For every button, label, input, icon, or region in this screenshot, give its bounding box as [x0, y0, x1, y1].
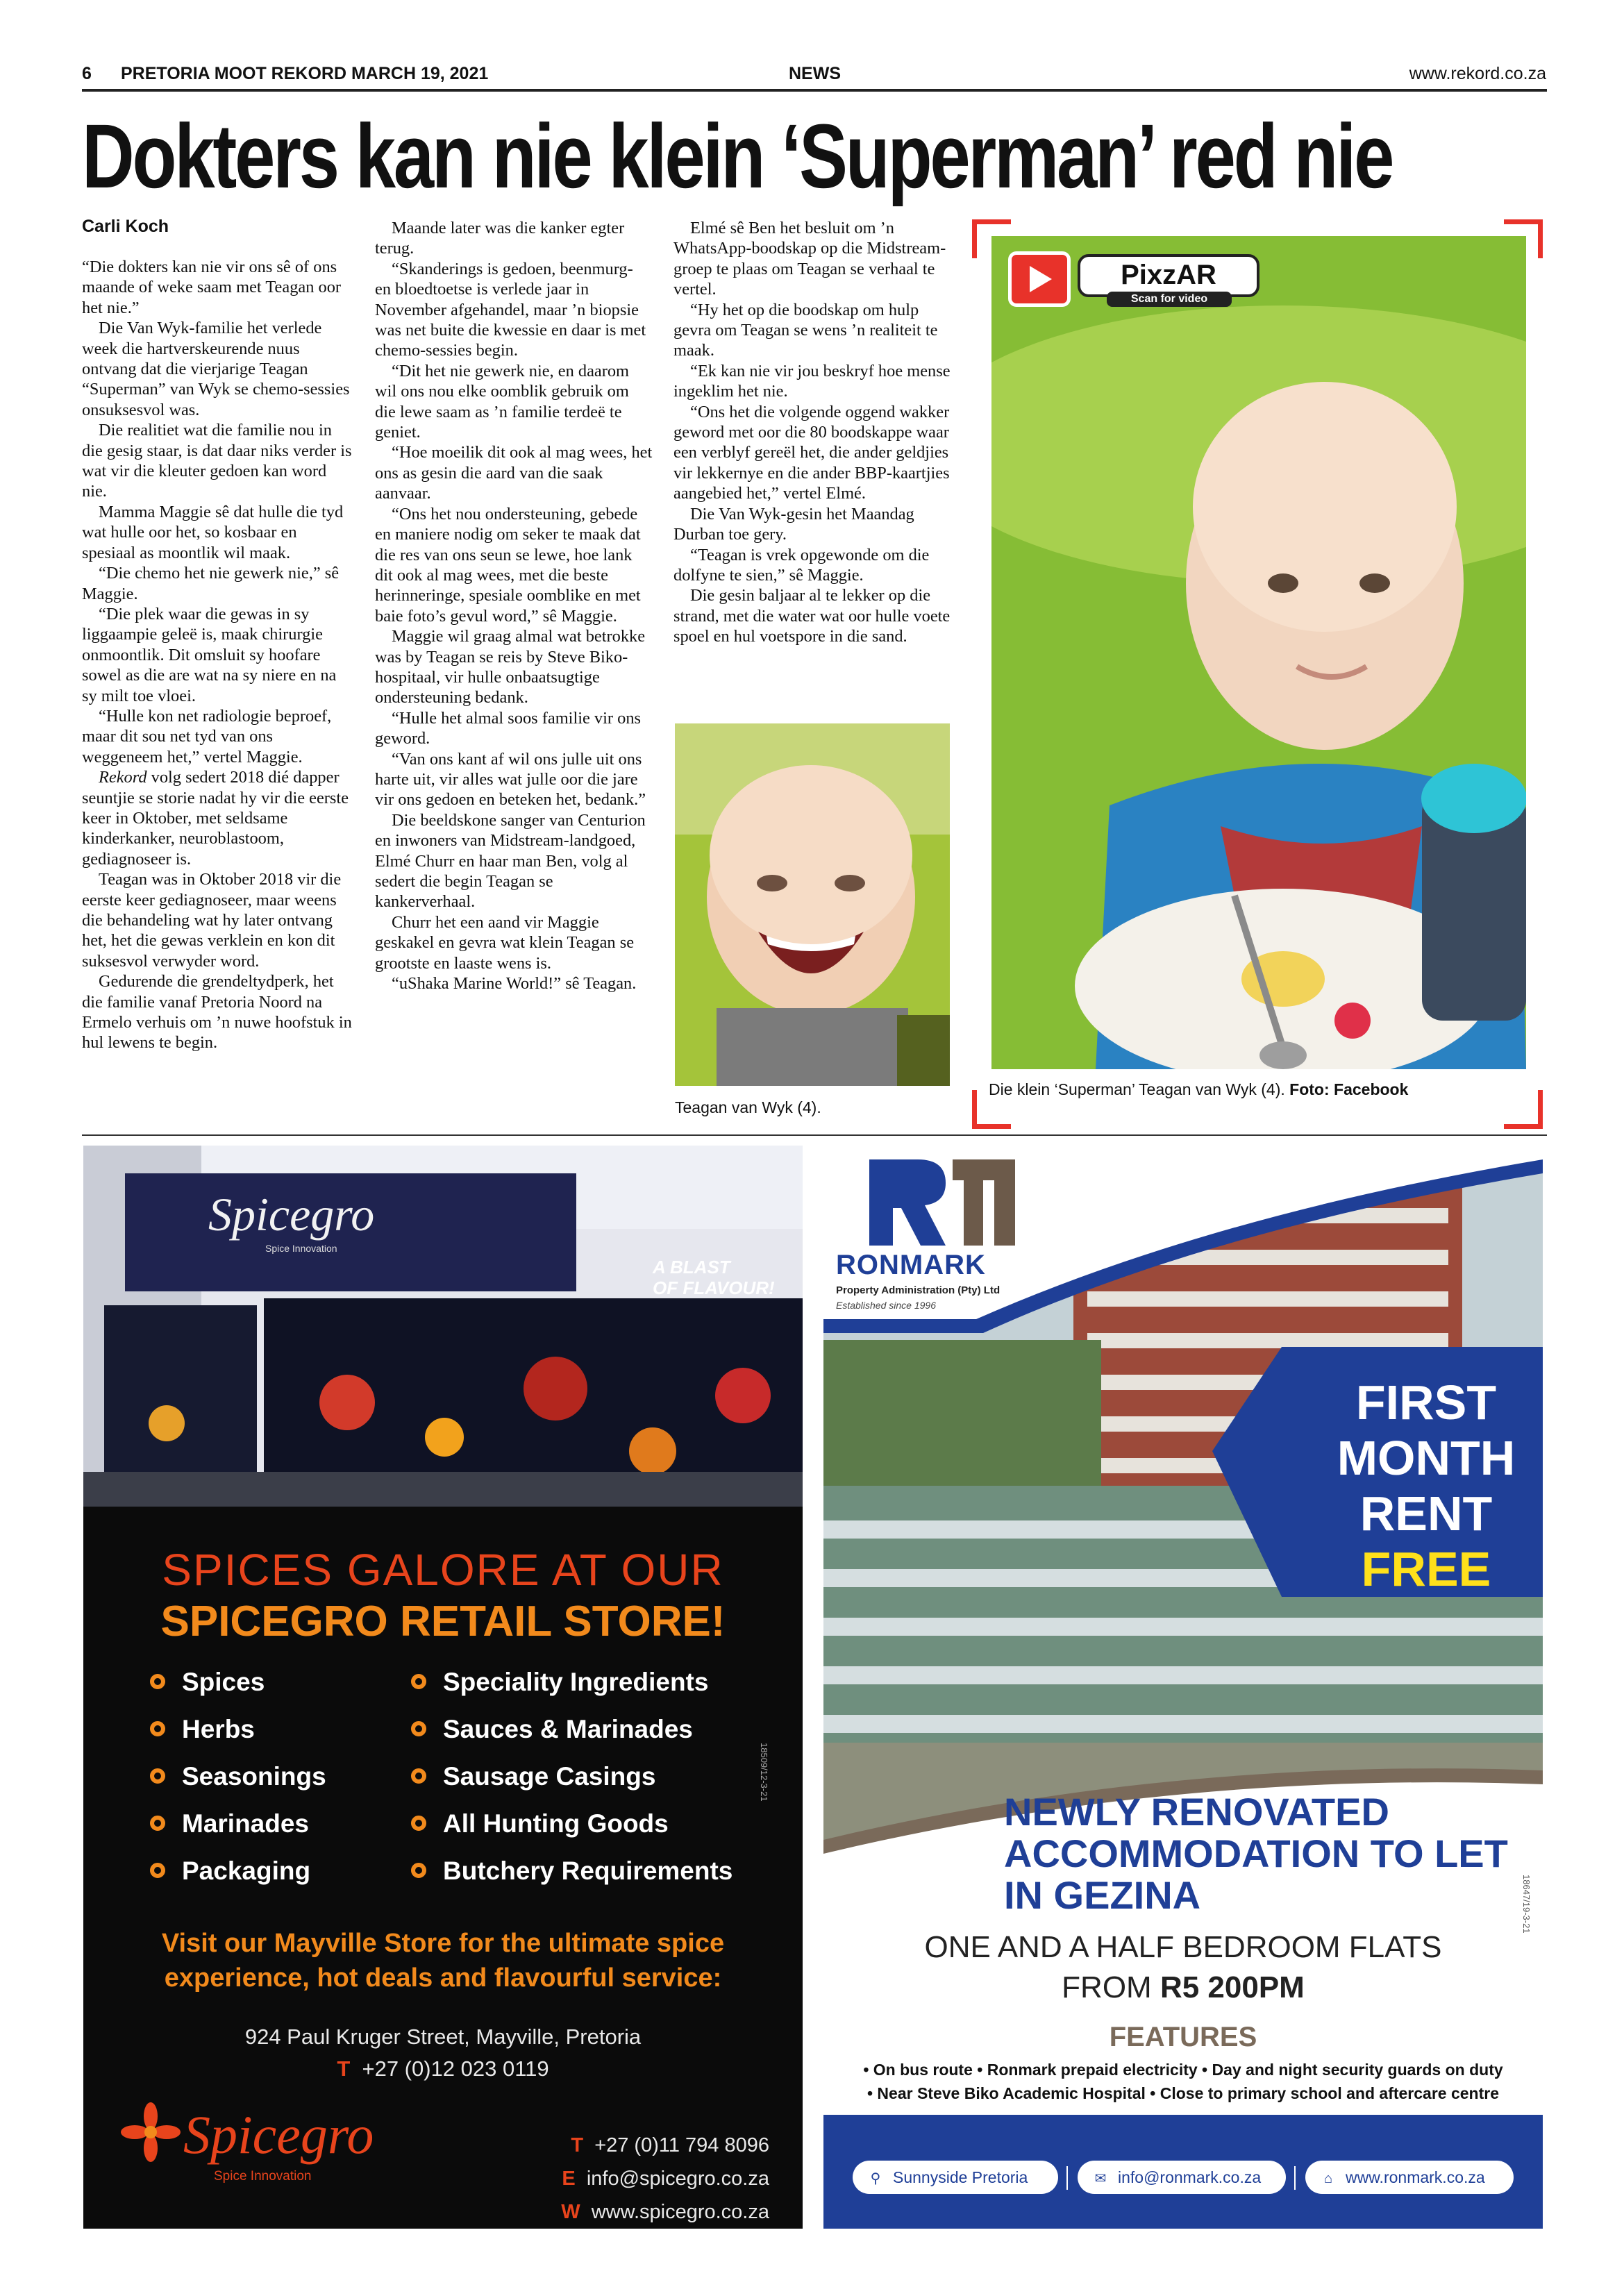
bullet-icon	[150, 1768, 165, 1784]
logo-tagline: Spice Innovation	[214, 2169, 312, 2184]
bullet-icon	[411, 1816, 426, 1831]
ronmark-advert[interactable]	[823, 1146, 1543, 2229]
frame-corner-bottom-right	[1504, 1090, 1543, 1129]
contact-label: T	[571, 2134, 584, 2156]
photo-teagan-eating	[991, 236, 1526, 1069]
paragraph: “Hulle kon net radiologie beproef, maar dit sou net tyd van ons weggeneem het,” vertel Maggie.	[82, 706, 332, 766]
paragraph: “Ek kan nie vir jou beskryf hoe mense ingeklim het nie.	[673, 361, 951, 401]
paragraph: Churr het een aand vir Maggie geskakel en gevra wat klein Teagan se grootste en laaste wens is.	[375, 912, 635, 973]
bullet-icon	[150, 1816, 165, 1831]
contact-value: +27 (0)11 794 8096	[594, 2134, 769, 2156]
headline: Dokters kan nie klein ‘Superman’ red nie	[82, 105, 1393, 207]
store-phone[interactable]	[83, 2056, 803, 2081]
storefront-tagline: Spice Innovation	[265, 1243, 337, 1254]
paragraph: Maande later was die kanker egter terug.	[375, 219, 625, 258]
pixzar-logo: PixzAR	[1078, 254, 1259, 297]
price-value: R5 200PM	[1160, 1970, 1305, 2004]
bullet-icon	[411, 1768, 426, 1784]
list-item: Marinades	[150, 1809, 309, 1838]
contact-value: info@spicegro.co.za	[586, 2168, 769, 2190]
ad-code: 18647/19-3-21	[1521, 1875, 1532, 1934]
paragraph: Mamma Maggie sê dat hulle die tyd wat hulle oor het, so kosbaar en spesiaal as moontlik wil maak.	[82, 502, 344, 562]
rm-logo-icon	[869, 1159, 1015, 1246]
list-item: All Hunting Goods	[411, 1809, 669, 1838]
contact-value: www.spicegro.co.za	[591, 2201, 769, 2223]
headline-line: IN GEZINA	[1004, 1873, 1201, 1917]
features-title: FEATURES	[1109, 2022, 1257, 2052]
play-icon[interactable]	[1008, 251, 1071, 307]
website-url[interactable]: www.rekord.co.za	[1409, 64, 1546, 83]
ad-title-line2: SPICEGRO RETAIL STORE!	[160, 1598, 726, 1645]
ad-code: 18509/12-3-21	[759, 1743, 769, 1802]
bullet-icon	[411, 1674, 426, 1689]
phone-number: +27 (0)12 023 0119	[362, 2056, 549, 2081]
ronmark-subtitle: Property Administration (Pty) Ltd	[836, 1284, 1001, 1296]
paragraph: Teagan was in Oktober 2018 vir die eerste keer gediagnoseer, maar weens die behandeling wat hy later ontvang het, het die gewas verklein en kon dit suksesvol verwyder word.	[82, 870, 342, 971]
caption-small-photo: Teagan van Wyk (4).	[675, 1098, 821, 1116]
header-rule	[82, 89, 1547, 92]
envelope-icon: ✉	[1094, 2171, 1107, 2186]
list-item: Herbs	[150, 1715, 255, 1744]
ronmark-logo	[869, 1159, 1015, 1246]
paragraph: Die Van Wyk-familie het verlede week die hartverskeurende nuus ontvang dat die vierjarige Teagan “Superman” van Wyk se chemo-sessies onsuksesvol was.	[82, 319, 350, 419]
window-text-line: A BLAST	[653, 1257, 730, 1277]
paragraph: “Teagan is vrek opgewonde om die dolfyne te sien,” sê Maggie.	[673, 545, 930, 585]
features-line: • On bus route • Ronmark prepaid electricity • Day and night security guards on duty	[863, 2061, 1503, 2079]
paragraph: “Ons het die volgende oggend wakker geword met oor die 80 boodskappe waar een verblyf gereël het, die ander geldjies vir lekkernye en die ander BBP-kaartjies aangebied het,” vertel Elmé.	[673, 402, 950, 503]
features-line: • Near Steve Biko Academic Hospital • Close to primary school and aftercare centre	[867, 2084, 1500, 2102]
offer-badge	[1309, 1375, 1543, 1597]
list-item: Packaging	[150, 1857, 310, 1886]
headline-line: ACCOMMODATION TO LET	[1004, 1832, 1508, 1875]
price	[823, 1970, 1543, 2005]
paragraph: Gedurende die grendeltydperk, het die familie vanaf Pretoria Noord na Ermelo verhuis om ’n nuwe hoofstuk in hul lewens te begin.	[82, 972, 352, 1053]
logo-wordmark: Spicegro	[183, 2104, 374, 2165]
visit-line: Visit our Mayville Store for the ultimate spice	[161, 1929, 725, 1958]
section-divider	[82, 1134, 1547, 1136]
bullet-icon	[150, 1863, 165, 1878]
ronmark-wordmark: RONMARK	[836, 1250, 986, 1280]
storefront-sign: Spicegro	[208, 1188, 375, 1241]
contact-label: E	[562, 2168, 576, 2190]
home-icon: ⌂	[1323, 2171, 1333, 2186]
offer-line: MONTH	[1337, 1431, 1516, 1485]
paragraph	[82, 767, 354, 869]
ronmark-established: Established since 1996	[836, 1300, 936, 1311]
caption-text: Die klein ‘Superman’ Teagan van Wyk (4).	[989, 1080, 1285, 1098]
offer-line: FIRST	[1355, 1375, 1497, 1430]
paragraph: “Hulle het almal soos familie vir ons geword.	[375, 708, 641, 748]
phone-label: T	[337, 2056, 351, 2081]
list-item: Spices	[150, 1668, 265, 1697]
spicegro-logo	[119, 2101, 374, 2184]
offer-line-free: FREE	[1361, 1542, 1491, 1596]
flower-logo-icon	[119, 2101, 182, 2163]
photo-illustration	[675, 723, 950, 1086]
paragraph: “Die dokters kan nie vir ons sê of ons maande of weke saam met Teagan oor het nie.”	[82, 258, 342, 317]
article-column-3	[673, 218, 951, 647]
paragraph: “Hy het op die boodskap om hulp gevra om Teagan se wens ’n realiteit te maak.	[673, 300, 938, 360]
flat-type: ONE AND A HALF BEDROOM FLATS	[924, 1930, 1442, 1964]
contact-email[interactable]	[562, 2168, 769, 2190]
headline-renovated	[1004, 1791, 1508, 1916]
pixzar-badge[interactable]	[1008, 251, 1262, 307]
location-pin-icon: ⚲	[870, 2171, 881, 2186]
paragraph: “Hoe moeilik dit ook al mag wees, het ons as gesin die aard van die saak aanvaar.	[375, 443, 653, 503]
paragraph: Elmé sê Ben het besluit om ’n WhatsApp-boodskap op die Midstream-groep te plaas om Teagan se verhaal te vertel.	[673, 219, 946, 299]
list-item: Speciality Ingredients	[411, 1668, 708, 1697]
paragraph: “Die chemo het nie gewerk nie,” sê Maggie.	[82, 564, 340, 603]
list-item: Seasonings	[150, 1762, 326, 1791]
bullet-icon	[150, 1721, 165, 1736]
play-triangle-icon	[1012, 255, 1067, 303]
contact-website[interactable]	[561, 2201, 769, 2224]
list-item: Sauces & Marinades	[411, 1715, 693, 1744]
store-address: 924 Paul Kruger Street, Mayville, Pretoria	[244, 2025, 642, 2049]
page-number: 6	[82, 64, 92, 83]
pixzar-subtitle: Scan for video	[1107, 292, 1232, 307]
ad-title-line1: SPICES GALORE AT OUR	[162, 1545, 724, 1595]
bullet-icon	[411, 1721, 426, 1736]
byline: Carli Koch	[82, 217, 169, 236]
paragraph: “Van ons kant af wil ons julle uit ons harte uit, vir alles wat julle oor die jare vir ons gedoen en beteken het, bedank.”	[375, 749, 646, 810]
window-text-line: OF FLAVOUR!	[653, 1277, 775, 1298]
paragraph: Die gesin baljaar al te lekker op die strand, met die water wat oor hulle voete spoel en hul voetspore in die sand.	[673, 586, 951, 646]
pill-website[interactable]: ⌂ www.ronmark.co.za	[1305, 2161, 1514, 2194]
paragraph: Die beeldskone sanger van Centurion en inwoners van Midstream-landgoed, Elmé Churr en haar man Ben, volg al sedert die begin Teagan se kankerverhaal.	[375, 810, 646, 912]
paragraph: “uShaka Marine World!” sê Teagan.	[392, 974, 637, 994]
paragraph: “Dit het nie gewerk nie, en daarom wil ons nou elke oomblik gebruik om die lewe saam as ’n familie terdeë te geniet.	[375, 361, 630, 442]
pill-location[interactable]: ⚲ Sunnyside Pretoria	[853, 2161, 1058, 2194]
pill-email[interactable]: ✉ info@ronmark.co.za	[1078, 2161, 1286, 2194]
headline-line: NEWLY RENOVATED	[1004, 1790, 1389, 1834]
paragraph-text: volg sedert 2018 dié dapper seuntjie se storie nadat hy vir die eerste keer in Oktober, met seldsame kinderkanker, neuroblastoom, gediagnoseer is.	[82, 768, 349, 869]
paragraph: “Die plek waar die gewas in sy liggaampie geleë is, maak chirurgie onmoontlik. Dit omsluit sy hoofare sowel as die are wat na sy niere en na sy milt toe vloei.	[82, 604, 337, 705]
article-column-1	[82, 257, 354, 1053]
storefront-illustration	[83, 1146, 803, 1507]
paragraph: Maggie wil graag almal wat betrokke was by Teagan se reis by Steve Biko-hospitaal, vir hulle onbaatsugtige ondersteuning bedank.	[375, 627, 646, 707]
spicegro-advert[interactable]	[83, 1146, 803, 2229]
divider	[1294, 2166, 1296, 2190]
divider	[1066, 2166, 1068, 2190]
paragraph: Die realitiet wat die familie nou in die gesig staar, is dat daar niks verder is wat vir die kleuter gedoen kan word nie.	[82, 421, 352, 501]
contact-label: W	[561, 2201, 580, 2223]
bullet-icon	[411, 1863, 426, 1878]
list-item: Butchery Requirements	[411, 1857, 733, 1886]
offer-line: RENT	[1359, 1486, 1493, 1541]
contact-phone[interactable]	[571, 2134, 769, 2157]
caption-big-photo	[989, 1080, 1408, 1099]
price-prefix: FROM	[1062, 1970, 1152, 2004]
article-column-2	[375, 218, 653, 994]
window-text	[653, 1257, 775, 1298]
paragraph: Die Van Wyk-gesin het Maandag Durban toe gery.	[673, 504, 914, 544]
paragraph: “Skanderings is gedoen, beenmurg- en bloedtoetse is verlede jaar in November afgehandel, maar ’n biopsie was net buite die kwessie en daar is met chemo-sessies begin.	[375, 259, 646, 360]
paragraph: “Ons het nou ondersteuning, gebede en maniere nodig om seker te maak dat die res van ons seun se lewe, hoe lank dit ook al mag wees, met die beste herinneringe, spesiale oomblike en met baie foto’s gevul word,” sê Maggie.	[375, 504, 641, 626]
photo-illustration	[991, 236, 1526, 1069]
photo-teagan-laughing	[675, 723, 950, 1086]
bullet-icon	[150, 1674, 165, 1689]
rekord-italic: Rekord	[99, 768, 147, 787]
storefront-photo	[83, 1146, 803, 1507]
list-item: Sausage Casings	[411, 1762, 655, 1791]
publication-date: PRETORIA MOOT REKORD MARCH 19, 2021	[121, 64, 489, 83]
caption-credit: Foto: Facebook	[1289, 1080, 1409, 1098]
visit-text	[83, 1926, 803, 1995]
section-label: NEWS	[789, 64, 841, 83]
visit-line: experience, hot deals and flavourful service:	[164, 1963, 722, 1993]
